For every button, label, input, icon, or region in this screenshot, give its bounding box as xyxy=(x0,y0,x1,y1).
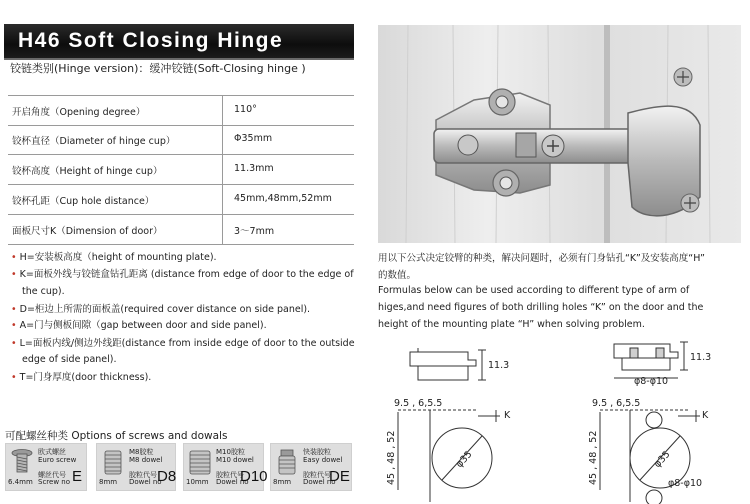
spec-value: 11.3mm xyxy=(234,163,274,174)
dowel-code-label-en: Dowel no xyxy=(129,478,162,486)
note-item: • K=面板外线与铰链盒钻孔距离 (distance from edge of door to the edge of xyxy=(11,269,354,280)
bullet-icon: • xyxy=(11,252,17,263)
bullet-icon: • xyxy=(11,338,17,349)
spec-label: 铰杯高度（Height of hinge cup） xyxy=(12,166,163,177)
screw-code-label-en: Screw no xyxy=(38,478,70,486)
dowel-code: D10 xyxy=(240,468,268,485)
hinge-product-photo xyxy=(378,25,741,243)
euro-screw-icon xyxy=(8,448,36,476)
spec-row-door-dimension xyxy=(8,215,354,245)
dowel-type-cn: M10胶粒 xyxy=(216,448,245,456)
note-item: • D=柜边上所需的面板盖(required cover distance on side panel). xyxy=(11,304,311,315)
screw-code-label-cn: 螺丝代号 xyxy=(38,471,66,479)
spec-row-opening-degree xyxy=(8,95,354,126)
spec-label: 面板尺寸K（Dimension of door） xyxy=(12,226,163,237)
bullet-icon: • xyxy=(11,372,17,383)
hinge-version: 铰链类别(Hinge version)：缓冲铰链(Soft-Closing hinge ) xyxy=(10,62,306,75)
dowel-code: DE xyxy=(329,468,350,485)
spec-label: 铰杯直径（Diameter of hinge cup） xyxy=(12,136,176,147)
spec-divider xyxy=(222,185,223,214)
cup-distance-label: 45 , 48 , 52 xyxy=(588,430,599,485)
m8-dowel-icon xyxy=(99,448,127,476)
k-label: K xyxy=(504,410,511,421)
screw-option-m8 xyxy=(96,443,176,491)
easy-dowel-icon xyxy=(273,448,301,476)
formula-intro-cn-cont: 的数值。 xyxy=(378,270,417,281)
spec-label: 开启角度（Opening degree） xyxy=(12,107,146,118)
screw-type-cn: 欧式螺丝 xyxy=(38,448,66,456)
k-label: K xyxy=(702,410,709,421)
formula-intro-en-cont: higes,and need figures of both drilling holes “K” on the door and the xyxy=(378,302,704,313)
screws-title: 可配螺丝种类 Options of screws and dowals xyxy=(5,430,228,442)
cup-height-label: 11.3 xyxy=(690,352,712,363)
cup-diameter-label: φ35 xyxy=(652,449,673,471)
dowel-code-label-cn: 胶粒代号 xyxy=(216,471,244,479)
title-bar xyxy=(4,24,354,60)
dowel-size: 8mm xyxy=(99,478,118,486)
spec-row-cup-height xyxy=(8,155,354,185)
formula-intro-en-cont2: height of the mounting plate “H” when solving problem. xyxy=(378,319,645,330)
dowel-code-label-en: Dowel no xyxy=(216,478,249,486)
note-item-continuation: edge of side panel). xyxy=(22,354,117,365)
spec-row-cup-diameter xyxy=(8,125,354,155)
note-item: • L=面板内线/侧边外线距(distance from inside edge of door to the outside xyxy=(11,338,355,349)
screw-size: 6.4mm xyxy=(8,478,33,486)
screw-option-m10 xyxy=(183,443,268,491)
hinge-profile-left xyxy=(410,352,476,366)
hole-distance-label: 9.5 , 6,5.5 xyxy=(394,398,443,409)
m10-dowel-icon xyxy=(186,448,214,476)
bullet-icon: • xyxy=(11,304,17,315)
dowel-type-en: M8 dowel xyxy=(129,456,163,464)
spec-divider xyxy=(222,155,223,184)
page-title: H46 Soft Closing Hinge xyxy=(18,29,284,52)
spec-divider xyxy=(222,215,223,244)
dowel-hole-top xyxy=(646,412,662,428)
screw-option-euro xyxy=(5,443,87,491)
dowel-code-label-en: Dowel no xyxy=(303,478,336,486)
bullet-icon: • xyxy=(11,320,17,331)
dowel-hole-bottom xyxy=(646,490,662,504)
spec-divider xyxy=(222,96,223,125)
formula-intro-en: Formulas below can be used according to different type of arm of xyxy=(378,285,690,296)
note-item-continuation: the cup). xyxy=(22,286,65,297)
dowel-type-en: M10 dowel xyxy=(216,456,254,464)
dowel-diameter-label: φ8-φ10 xyxy=(668,478,703,489)
dowel-code: D8 xyxy=(157,468,177,485)
spec-value: 3～7mm xyxy=(234,226,275,237)
cup-profile-right xyxy=(622,358,670,370)
cup-profile-left xyxy=(418,366,468,380)
technical-drawings xyxy=(378,340,750,504)
formula-intro-cn: 用以下公式决定铰臂的种类，解决问题时，必须有门身钻孔“K”及安装高度“H” xyxy=(378,253,705,264)
cup-height-label: 11.3 xyxy=(488,360,510,371)
dowel-diameter-label: φ8-φ10 xyxy=(634,376,669,387)
dowel-type-en: Easy dowel xyxy=(303,456,343,464)
hole-distance-label: 9.5 , 6,5.5 xyxy=(592,398,641,409)
cup-diameter-label: φ35 xyxy=(454,449,475,471)
note-item: • T=门身厚度(door thickness). xyxy=(11,372,152,383)
dowel-size: 8mm xyxy=(273,478,292,486)
dowel-type-cn: M8胶粒 xyxy=(129,448,154,456)
spec-label: 铰杯孔距（Cup hole distance） xyxy=(12,196,155,207)
spec-value: 110° xyxy=(234,104,257,115)
cup-distance-label: 45 , 48 , 52 xyxy=(386,430,397,485)
dowel-code-label-cn: 胶粒代号 xyxy=(129,471,157,479)
screw-option-easy xyxy=(270,443,352,491)
hinge-profile-right xyxy=(614,344,678,358)
spec-value: 45mm,48mm,52mm xyxy=(234,193,332,204)
screw-type-en: Euro screw xyxy=(38,456,77,464)
spec-row-cup-hole-distance xyxy=(8,185,354,215)
dowel-type-cn: 快装胶粒 xyxy=(303,448,331,456)
note-item: • A=门与侧板间隙（gap between door and side panel). xyxy=(11,320,267,331)
bullet-icon: • xyxy=(11,269,17,280)
spec-value: Φ35mm xyxy=(234,133,273,144)
spec-divider xyxy=(222,125,223,154)
dowel-size: 10mm xyxy=(186,478,209,486)
note-item: • H=安装板高度（height of mounting plate). xyxy=(11,252,217,263)
screw-code: E xyxy=(72,468,83,485)
dowel-code-label-cn: 胶粒代号 xyxy=(303,471,331,479)
